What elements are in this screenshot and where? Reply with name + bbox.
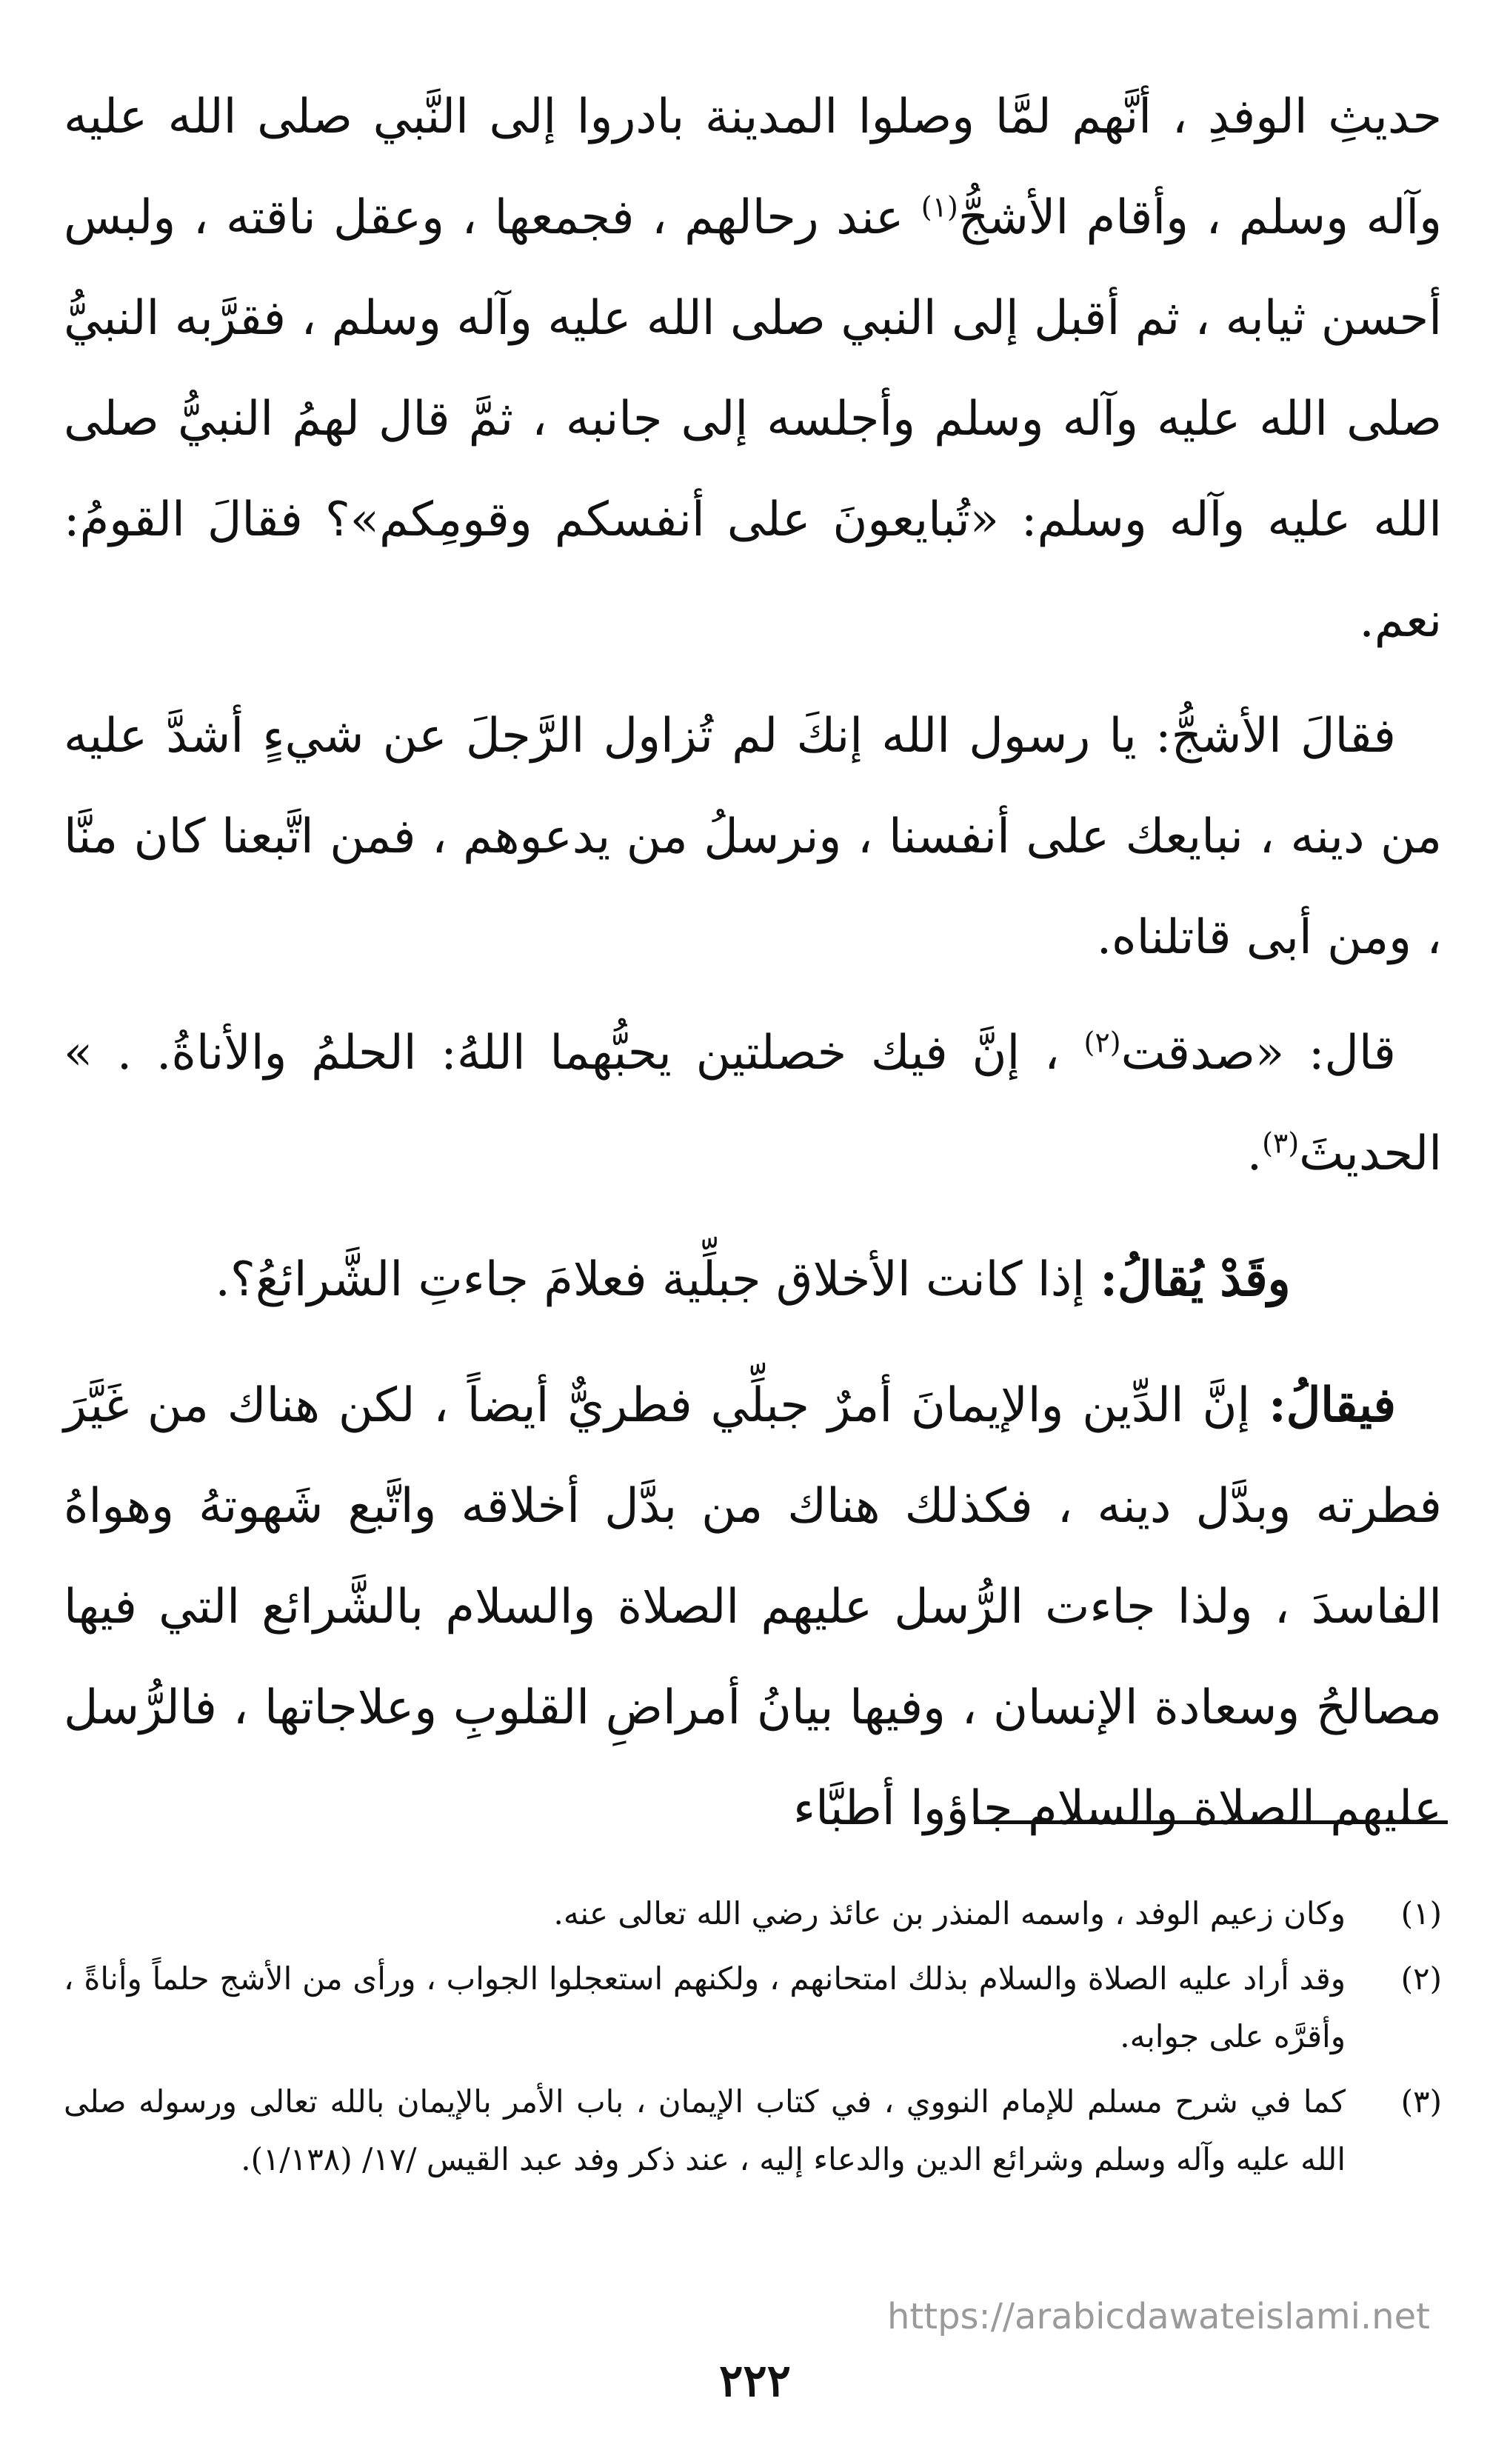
footnote-2 [64,1950,1442,2066]
question-text: إذا كانت الأخلاق جبلِّية فعلامَ جاءتِ الشَّرائعُ؟. [215,1252,1100,1307]
paragraph-3-end: . [1246,1126,1263,1181]
paragraph-1-continuation: عند رحالهم ، فجمعها ، وعقل ناقته ، ولبس أحسن ثيابه ، ثم أقبل إلى النبي صلى الله عليه وآله وسلم ، فقرَّبه النبيُّ صلى الله عليه وآله وسلم وأجلسه إلى جانبه ، ثمَّ قال لهمُ النبيُّ صلى الله عليه وآله وسلم: «تُبايعونَ على أنفسكم وقومِكم»؟ فقالَ القومُ: نعم. [64,190,1443,648]
paragraph-1-text: حديثِ الوفدِ ، أنَّهم لمَّا وصلوا المدينة بادروا إلى النَّبي صلى الله عليه وآله وسلم ، وأقام الأشجُّ [64,90,1443,245]
page-number: ٢٢٢ [719,2355,791,2407]
footnote-number: (١) [1400,1895,1442,1932]
footnote-number: (٣) [1400,2083,1442,2120]
footnote-number: (٢) [1400,1960,1442,1997]
footnote-divider [974,1820,1448,1824]
footnote-ref-2: (٢) [1083,1026,1121,1059]
paragraph-1 [64,67,1442,671]
paragraph-3-start: قال: «صدقت [1120,1026,1397,1081]
paragraph-3-middle: ، إنَّ فيك خصلتين يحبُّهما اللهُ: الحلمُ والأناةُ. . » الحديثَ [64,1026,1442,1181]
footnote-1 [64,1885,1442,1943]
watermark-url: https://arabicdawateislami.net [887,2296,1430,2337]
main-text [64,67,1442,1859]
footnote-ref-3: (٣) [1262,1126,1300,1160]
paragraph-3 [64,1003,1442,1204]
paragraph-2: فقالَ الأشجُّ: يا رسول الله إنكَ لم تُزاول الرَّجلَ عن شيءٍ أشدَّ عليه من دينه ، نبايعك على أنفسنا ، ونرسلُ من يدعوهم ، فمن اتَّبعنا كان منَّا ، ومن أبى قاتلناه. [64,709,1442,965]
question-lead: وقَدْ يُقالُ: [1100,1252,1291,1307]
footnote-text: كما في شرح مسلم للإمام النووي ، في كتاب الإيمان ، باب الأمر بالإيمان بالله تعالى ورسوله صلى الله عليه وآله وسلم وشرائع الدين والدعاء إليه ، عند ذكر وفد عبد القيس /١٧/ (١/١٣٨). [64,2083,1346,2177]
footnote-text: وقد أراد عليه الصلاة والسلام بذلك امتحانهم ، ولكنهم استعجلوا الجواب ، ورأى من الأشج حلماً وأناةً ، وأقرَّه على جوابه. [64,1960,1346,2054]
question-paragraph [64,1229,1442,1330]
answer-lead: فيقالُ: [1269,1378,1397,1433]
footnote-3 [64,2073,1442,2188]
answer-paragraph [64,1355,1442,1859]
footnote-ref-1: (١) [921,190,958,224]
answer-text: إنَّ الدِّين والإيمانَ أمرٌ جبلِّي فطريٌّ أيضاً ، لكن هناك من غَيَّرَ فطرته وبدَّل دينه ، فكذلك هناك من بدَّل أخلاقه واتَّبع شَهوتهُ وهواهُ الفاسدَ ، ولذا جاءت الرُّسل عليهم الصلاة والسلام بالشَّرائع التي فيها مصالحُ وسعادة الإنسان ، وفيها بيانُ أمراضِ القلوبِ وعلاجاتها ، فالرُّسل عليهم الصلاة والسلام جاؤوا أطبَّاء [64,1378,1443,1836]
footnotes [64,1885,1442,2196]
footnote-text: وكان زعيم الوفد ، واسمه المنذر بن عائذ رضي الله تعالى عنه. [553,1895,1346,1932]
